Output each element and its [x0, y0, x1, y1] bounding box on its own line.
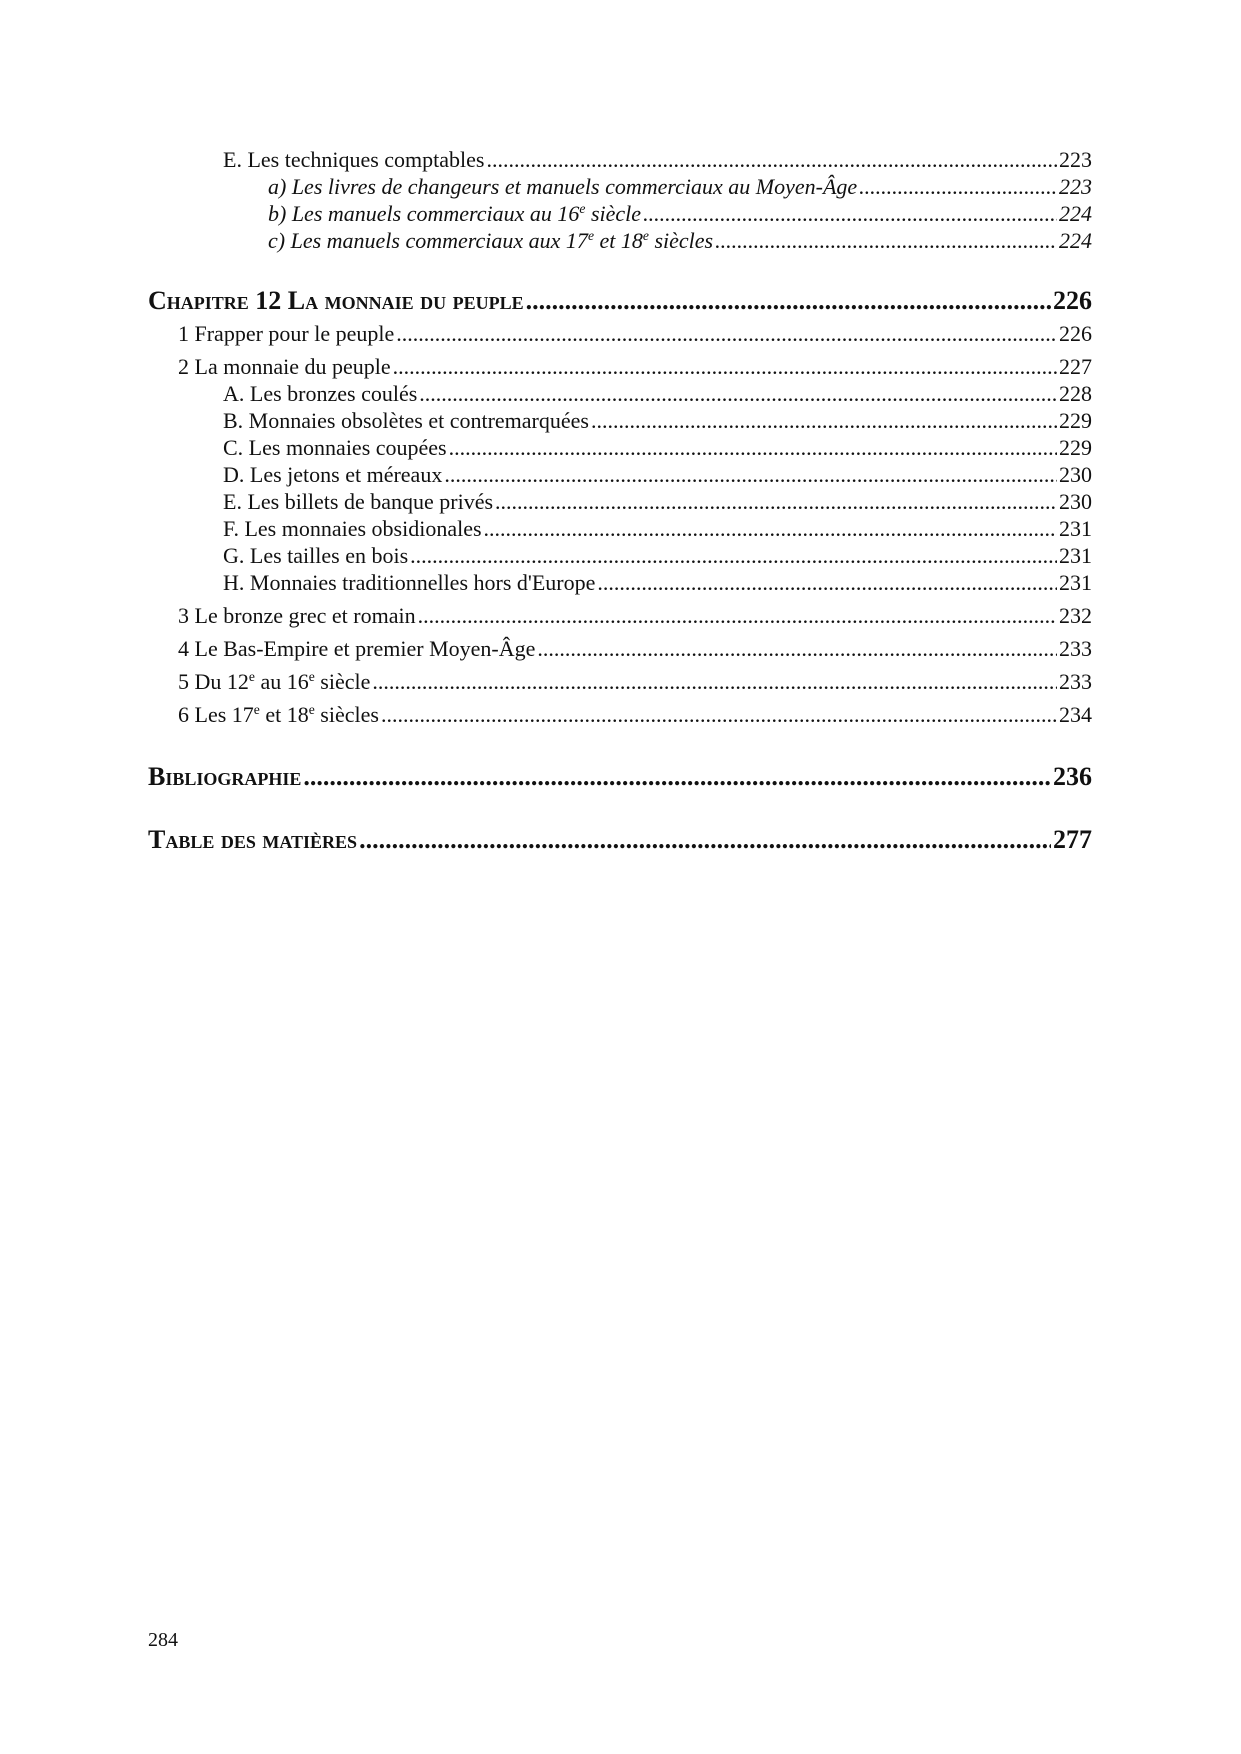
toc-entry-title: 1 Frapper pour le peuple	[178, 321, 395, 346]
toc-entry-page: 230	[1059, 489, 1092, 514]
table-of-contents	[148, 146, 1092, 856]
toc-entry-page: 228	[1059, 381, 1092, 406]
toc-entry-manuels-17e-18e	[148, 227, 1092, 254]
toc-chapter-title: Table des matières	[148, 825, 358, 854]
toc-leader-dots	[419, 380, 1057, 407]
toc-entry-title: 2 La monnaie du peuple	[178, 354, 391, 379]
toc-leader-dots	[495, 488, 1057, 515]
toc-leader-dots	[859, 173, 1057, 200]
toc-entry-page: 233	[1059, 669, 1092, 694]
toc-entry-page: 227	[1059, 354, 1092, 379]
toc-leader-dots	[393, 353, 1057, 380]
toc-entry-bronzes-coules	[148, 380, 1092, 407]
toc-chapter-title: Chapitre 12 La monnaie du peuple	[148, 286, 524, 315]
toc-entry-title: E. Les billets de banque privés	[223, 489, 494, 514]
toc-leader-dots	[418, 602, 1057, 629]
toc-entry-monnaies-traditionnelles	[148, 569, 1092, 596]
toc-leader-dots	[484, 515, 1057, 542]
toc-section-monnaie-peuple	[148, 353, 1092, 380]
toc-chapter-title: Bibliographie	[148, 762, 302, 791]
toc-entry-page: 231	[1059, 570, 1092, 595]
toc-chapter-page: 277	[1053, 825, 1092, 854]
toc-entry-page: 226	[1059, 321, 1092, 346]
toc-entry-manuels-16e	[148, 200, 1092, 227]
toc-entry-title: 4 Le Bas-Empire et premier Moyen-Âge	[178, 636, 536, 661]
toc-entry-title: a) Les livres de changeurs et manuels commerciaux au Moyen-Âge	[268, 174, 858, 199]
toc-leader-dots	[715, 227, 1057, 254]
toc-entry-billets-banque	[148, 488, 1092, 515]
toc-entry-page: 230	[1059, 462, 1092, 487]
toc-leader-dots	[303, 761, 1051, 793]
toc-entry-title: b) Les manuels commerciaux au 16e siècle	[268, 200, 642, 226]
toc-entry-title: F. Les monnaies obsidionales	[223, 516, 482, 541]
toc-entry-title: 3 Le bronze grec et romain	[178, 603, 416, 628]
toc-entry-page: 229	[1059, 408, 1092, 433]
toc-table-des-matieres	[148, 824, 1092, 856]
toc-entry-page: 223	[1059, 147, 1092, 172]
toc-chapter-page: 226	[1053, 286, 1092, 315]
toc-entry-page: 231	[1059, 543, 1092, 568]
toc-entry-monnaies-coupees	[148, 434, 1092, 461]
toc-entry-title: B. Monnaies obsolètes et contremarquées	[223, 408, 589, 433]
toc-leader-dots	[396, 320, 1057, 347]
toc-chapter-page: 236	[1053, 762, 1092, 791]
toc-entry-page: 233	[1059, 636, 1092, 661]
toc-entry-title: C. Les monnaies coupées	[223, 435, 447, 460]
toc-entry-tailles-bois	[148, 542, 1092, 569]
toc-entry-title: c) Les manuels commerciaux aux 17e et 18e siècles	[268, 227, 714, 253]
toc-leader-dots	[410, 542, 1057, 569]
toc-section-frapper	[148, 320, 1092, 347]
toc-entry-title: D. Les jetons et méreaux	[223, 462, 443, 487]
toc-entry-page: 232	[1059, 603, 1092, 628]
toc-entry-page: 224	[1059, 228, 1092, 253]
toc-leader-dots	[359, 824, 1051, 856]
toc-leader-dots	[591, 407, 1057, 434]
toc-entry-page: 223	[1059, 174, 1092, 199]
toc-bibliographie	[148, 761, 1092, 793]
toc-chapter-12	[148, 285, 1092, 317]
toc-leader-dots	[372, 668, 1057, 695]
toc-entry-livres-changeurs	[148, 173, 1092, 200]
toc-section-17e-18e	[148, 701, 1092, 728]
toc-leader-dots	[597, 569, 1057, 596]
toc-entry-jetons-mereaux	[148, 461, 1092, 488]
toc-leader-dots	[537, 635, 1057, 662]
toc-entry-page: 224	[1059, 201, 1092, 226]
toc-entry-monnaies-obsidionales	[148, 515, 1092, 542]
toc-entry-techniques-comptables	[148, 146, 1092, 173]
toc-section-bas-empire	[148, 635, 1092, 662]
toc-entry-title: G. Les tailles en bois	[223, 543, 409, 568]
toc-section-bronze-grec	[148, 602, 1092, 629]
toc-leader-dots	[526, 285, 1051, 317]
toc-leader-dots	[444, 461, 1057, 488]
toc-leader-dots	[486, 146, 1057, 173]
toc-entry-page: 229	[1059, 435, 1092, 460]
toc-entry-title: A. Les bronzes coulés	[223, 381, 418, 406]
toc-entry-page: 234	[1059, 702, 1092, 727]
toc-leader-dots	[643, 200, 1057, 227]
toc-entry-title: 6 Les 17e et 18e siècles	[178, 701, 379, 727]
toc-entry-title: 5 Du 12e au 16e siècle	[178, 668, 371, 694]
toc-entry-page: 231	[1059, 516, 1092, 541]
toc-entry-title: H. Monnaies traditionnelles hors d'Europe	[223, 570, 596, 595]
page-number: 284	[148, 1629, 178, 1651]
toc-entry-title: E. Les techniques comptables	[223, 147, 485, 172]
toc-leader-dots	[381, 701, 1057, 728]
toc-section-12e-16e	[148, 668, 1092, 695]
toc-entry-monnaies-obsoletes	[148, 407, 1092, 434]
toc-leader-dots	[449, 434, 1057, 461]
